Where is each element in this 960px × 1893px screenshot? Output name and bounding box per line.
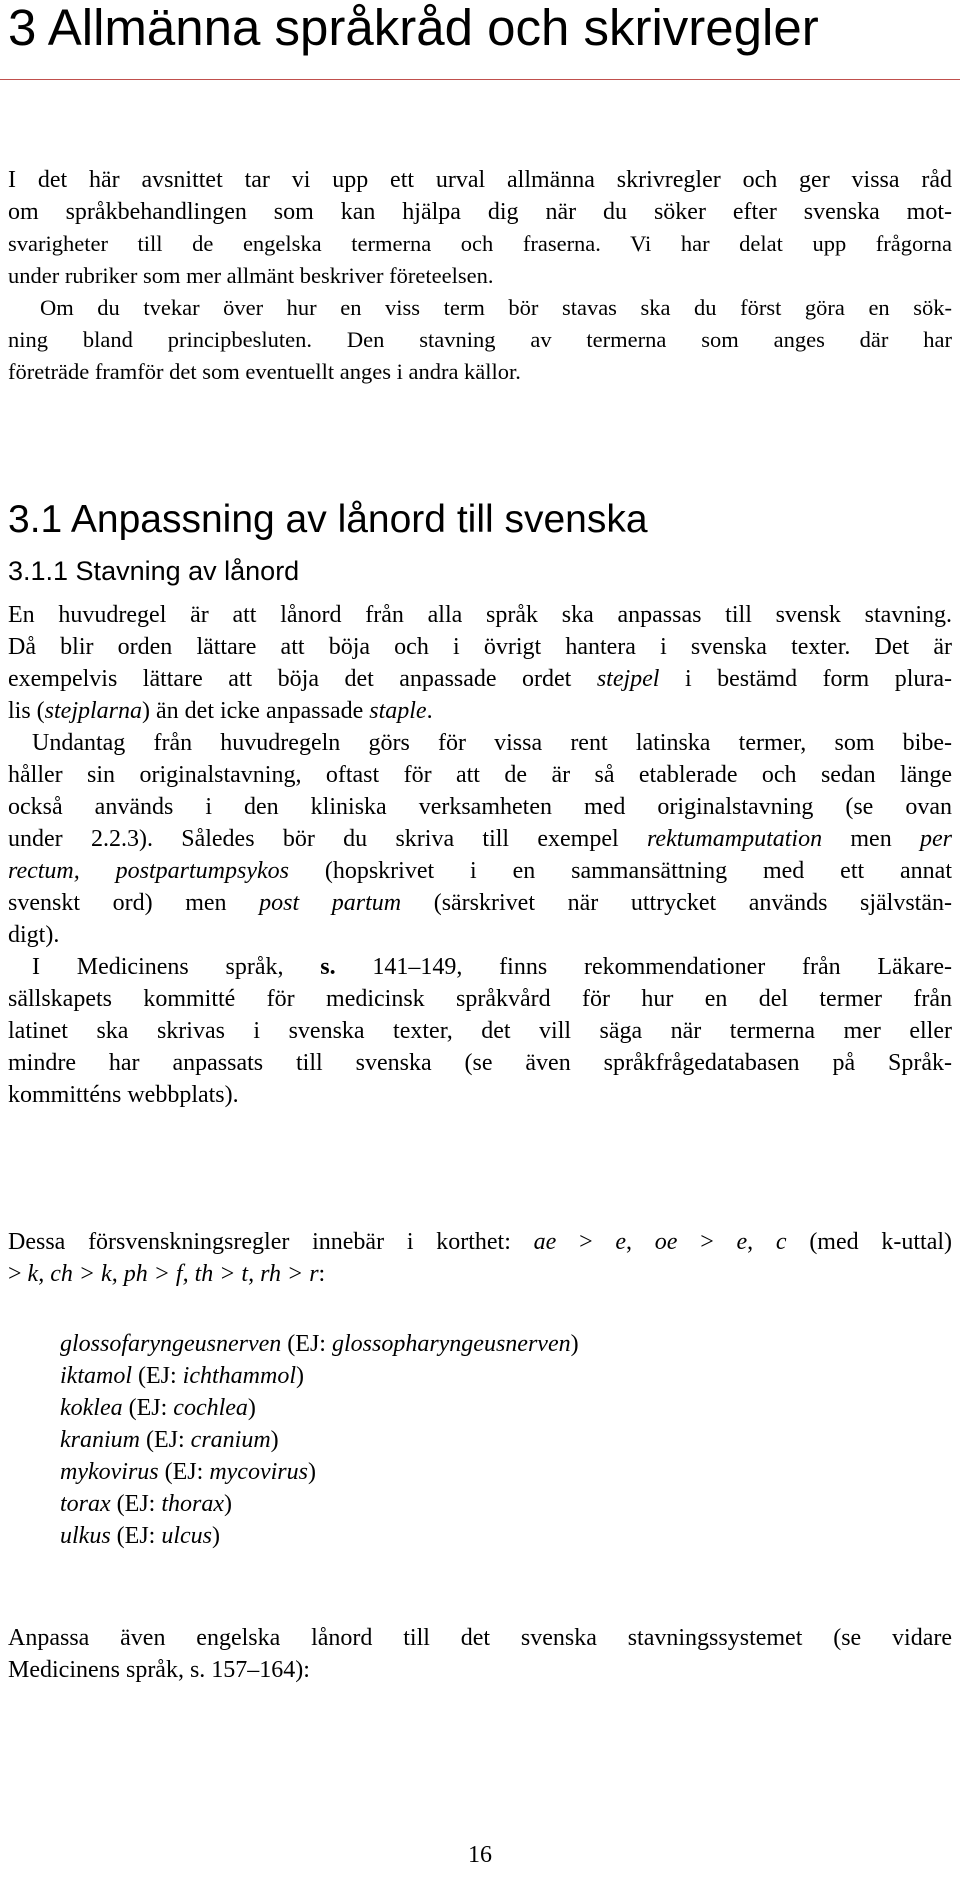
example-item xyxy=(60,1456,940,1488)
body-text: i bestämd form plura- xyxy=(659,666,952,692)
body-text: (hopskrivet i en sammansättning med ett annat xyxy=(288,858,952,884)
intro-line: under rubriker som mer allmänt beskriver företeelsen. xyxy=(8,263,494,288)
body-line: En huvudregel är att lånord från alla språk ska anpassas till svensk stavning. xyxy=(8,602,952,628)
body-text: ) xyxy=(270,1427,279,1453)
example-word: iktamol xyxy=(60,1363,132,1389)
body-line xyxy=(8,663,952,695)
body-line: kommitténs webbplats). xyxy=(8,1082,239,1108)
body-text: Då blir orden lättare att böja och i övrigt hantera i svenska texter. xyxy=(8,634,851,660)
body-text: ) xyxy=(224,1491,233,1517)
example-word: e xyxy=(736,1229,748,1255)
example-word: koklea xyxy=(60,1395,123,1421)
rules-paragraph xyxy=(8,1226,952,1290)
body-text: (EJ: xyxy=(132,1363,183,1389)
body-text: (EJ: xyxy=(110,1491,162,1517)
body-line xyxy=(8,695,952,727)
body-text: ) xyxy=(212,1523,221,1549)
rules-line xyxy=(8,1226,952,1258)
body-line xyxy=(8,951,952,983)
body-text: (särskrivet när uttrycket används självstän- xyxy=(401,890,952,916)
page-number: 16 xyxy=(468,1842,492,1868)
body-text: ) än det icke anpassade xyxy=(142,698,370,724)
example-word: cranium xyxy=(190,1427,271,1453)
example-word: cochlea xyxy=(173,1395,248,1421)
body-paragraphs xyxy=(8,599,952,1111)
example-word: torax xyxy=(60,1491,111,1517)
subsection-title: 3.1.1 Stavning av lånord xyxy=(8,556,300,586)
example-word: mykovirus xyxy=(60,1459,159,1485)
closing-line: Anpassa även engelska lånord till det svenska stavningssystemet (se vidare xyxy=(8,1625,952,1651)
example-word: oe xyxy=(654,1229,678,1255)
example-item xyxy=(60,1488,940,1520)
closing-paragraph xyxy=(8,1622,952,1686)
body-text: (EJ: xyxy=(110,1523,162,1549)
example-word: kranium xyxy=(60,1427,140,1453)
intro-line: svarigheter till de engelska termerna och fraserna. Vi har delat upp frågorna xyxy=(8,231,952,256)
rules-line xyxy=(8,1258,952,1290)
body-line: mindre har anpassats till svenska (se även språkfrågedatabasen på Språk- xyxy=(8,1050,952,1076)
body-text: > xyxy=(8,1261,28,1287)
body-text: (EJ: xyxy=(281,1331,332,1357)
body-text: (EJ: xyxy=(122,1395,174,1421)
example-word: stejplarna xyxy=(44,698,143,724)
body-text: 141–149, finns rekommendationer från Läkare- xyxy=(335,954,952,980)
example-word: ulkus xyxy=(60,1523,111,1549)
body-text: under 2.2.3). Således bör du skriva till exempel xyxy=(8,826,647,852)
intro-line: ning bland principbesluten. Den stavning av termerna som anges där har xyxy=(8,327,952,352)
body-text: , xyxy=(747,1229,776,1255)
example-word: c xyxy=(775,1229,787,1255)
example-word: ae xyxy=(533,1229,557,1255)
body-text: (EJ: xyxy=(158,1459,210,1485)
example-word: thorax xyxy=(161,1491,225,1517)
body-text: ) xyxy=(296,1363,304,1389)
example-word: stejpel xyxy=(596,666,660,692)
body-line: håller sin originalstavning, oftast för att de är så etablerade och sedan länge xyxy=(8,762,952,788)
body-text: > xyxy=(677,1229,737,1255)
body-text: lis ( xyxy=(8,698,45,724)
body-text: s. xyxy=(320,954,336,980)
example-word: glossofaryngeusnerven xyxy=(60,1331,282,1357)
body-line: också används i den kliniska verksamheten med originalstavning (se ovan xyxy=(8,794,952,820)
heading-rule xyxy=(0,79,960,80)
section-title: 3.1 Anpassning av lånord till svenska xyxy=(8,498,648,541)
body-line xyxy=(8,887,952,919)
body-line: latinet ska skrivas i svenska texter, det vill säga när termerna mer eller xyxy=(8,1018,952,1044)
body-text: : xyxy=(318,1261,326,1287)
example-item xyxy=(60,1520,940,1552)
body-text: men xyxy=(822,826,921,852)
body-line: Undantag från huvudregeln görs för vissa rent latinska termer, som bibe- xyxy=(32,730,952,756)
body-text: Det är xyxy=(874,634,953,660)
example-word: per xyxy=(920,826,953,852)
example-word: rectum, postpartumpsykos xyxy=(8,858,289,884)
body-text: svenskt ord) men xyxy=(8,890,260,916)
example-word: rektumamputation xyxy=(646,826,823,852)
body-text: . xyxy=(426,698,433,724)
intro-line: om språkbehandlingen som kan hjälpa dig när du söker efter svenska mot- xyxy=(8,199,952,225)
intro-paragraph xyxy=(8,164,952,388)
example-list xyxy=(60,1328,940,1552)
intro-line: I det här avsnittet tar vi upp ett urval allmänna skrivregler och ger vissa råd xyxy=(8,167,952,193)
body-text: ) xyxy=(307,1459,316,1485)
body-text: , xyxy=(626,1229,655,1255)
example-word: staple xyxy=(369,698,427,724)
body-text: ) xyxy=(570,1331,579,1357)
body-text: exempelvis lättare att böja det anpassade ordet xyxy=(8,666,597,692)
example-word: mycovirus xyxy=(209,1459,308,1485)
body-line xyxy=(8,823,952,855)
body-line: sällskapets kommitté för medicinsk språkvård för hur en del termer från xyxy=(8,986,952,1012)
example-word: k, ch > k, ph > f, th > t, rh > r xyxy=(27,1261,319,1287)
body-text: Dessa försvenskningsregler innebär i korthet: xyxy=(8,1229,534,1255)
example-word: e xyxy=(615,1229,627,1255)
example-word: ulcus xyxy=(161,1523,213,1549)
body-text: > xyxy=(556,1229,616,1255)
intro-line: Om du tvekar över hur en viss term bör stavas ska du först göra en sök- xyxy=(40,295,952,320)
body-line xyxy=(8,855,952,887)
body-line: digt). xyxy=(8,922,60,948)
example-item xyxy=(60,1392,940,1424)
example-item xyxy=(60,1424,940,1456)
example-word: post partum xyxy=(259,890,402,916)
intro-line: företräde framför det som eventuellt anges i andra källor. xyxy=(8,359,521,384)
closing-line: Medicinens språk, s. 157–164): xyxy=(8,1657,310,1683)
body-text: ) xyxy=(247,1395,256,1421)
example-word: glossopharyngeusnerven xyxy=(331,1331,571,1357)
example-item xyxy=(60,1360,940,1392)
body-text: I Medicinens språk, xyxy=(32,954,321,980)
example-word: ichthammol xyxy=(182,1363,296,1389)
body-line xyxy=(8,631,952,663)
example-item xyxy=(60,1328,940,1360)
body-text: (EJ: xyxy=(140,1427,191,1453)
chapter-title: 3 Allmänna språkråd och skrivregler xyxy=(8,0,819,56)
body-text: (med k-uttal) xyxy=(786,1229,953,1255)
